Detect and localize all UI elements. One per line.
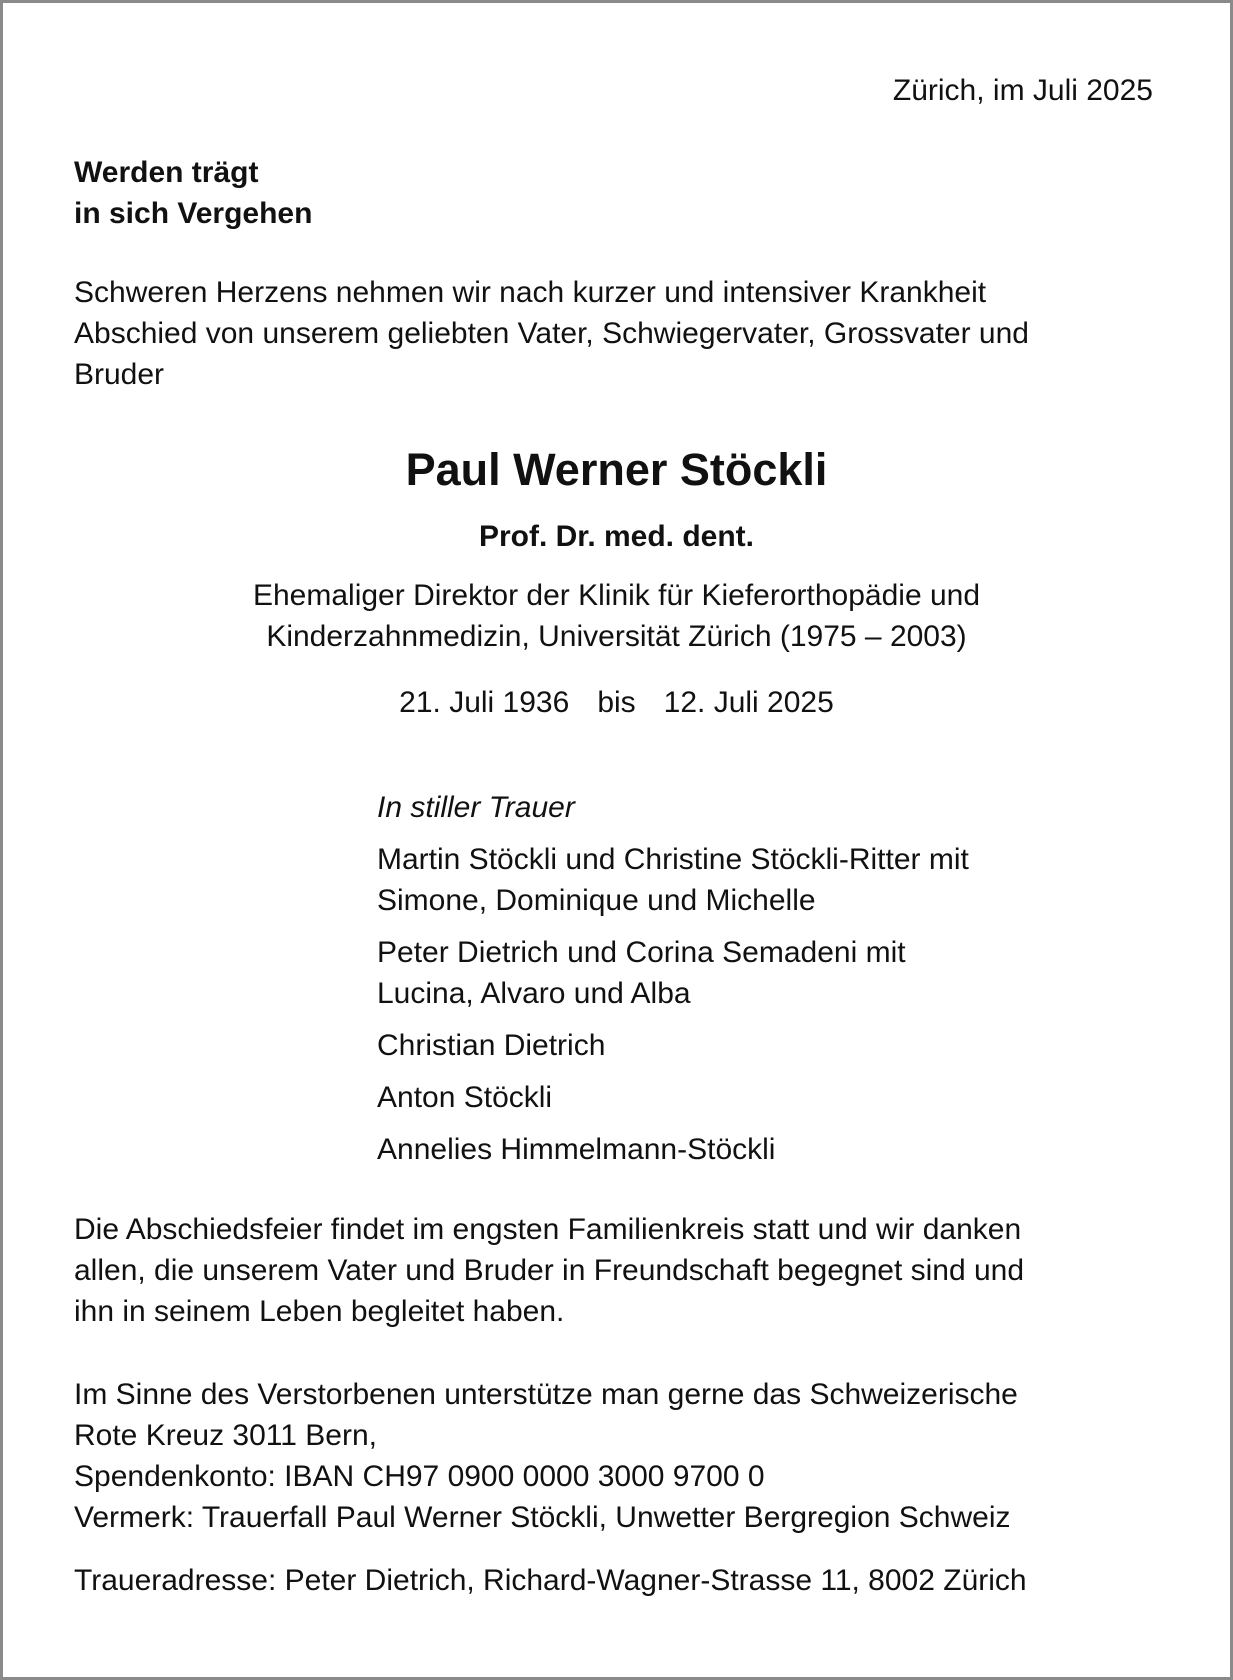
mourner-line: Martin Stöckli und Christine Stöckli-Ritter mit <box>377 843 969 876</box>
donation-line: Spendenkonto: IBAN CH97 0900 0000 3000 9700 0 <box>74 1460 765 1493</box>
dateline: Zürich, im Juli 2025 <box>892 74 1153 107</box>
mourner-line: Christian Dietrich <box>377 1029 606 1062</box>
mourner-line: Lucina, Alvaro und Alba <box>377 977 691 1010</box>
ceremony-line: ihn in seinem Leben begleitet haben. <box>74 1295 565 1328</box>
motto-line: Werden trägt <box>74 156 259 189</box>
mourner-line: Peter Dietrich und Corina Semadeni mit <box>377 936 906 969</box>
ceremony-text <box>74 1209 1024 1332</box>
role-line: Kinderzahnmedizin, Universität Zürich (1975 – 2003) <box>266 620 967 653</box>
donation-text <box>74 1374 1018 1538</box>
date-separator: bis <box>597 686 636 719</box>
ceremony-line: allen, die unserem Vater und Bruder in Freundschaft begegnet sind und <box>74 1254 1025 1287</box>
mourner-entry <box>377 1025 969 1066</box>
donation-line: Vermerk: Trauerfall Paul Werner Stöckli, Unwetter Bergregion Schweiz <box>74 1501 1011 1534</box>
donation-line: Rote Kreuz 3011 Bern, <box>74 1419 377 1452</box>
intro-line: Bruder <box>74 358 165 391</box>
mourning-address: Traueradresse: Peter Dietrich, Richard-Wagner-Strasse 11, 8002 Zürich <box>74 1564 1027 1597</box>
intro-line: Schweren Herzens nehmen wir nach kurzer und intensiver Krankheit <box>74 276 987 309</box>
mourners-list <box>377 787 969 1181</box>
mourner-entry <box>377 1077 969 1118</box>
mourner-entry <box>377 839 969 921</box>
life-dates <box>0 682 1233 723</box>
motto-line: in sich Vergehen <box>74 197 313 230</box>
deceased-name: Paul Werner Stöckli <box>405 444 828 495</box>
deceased-role <box>0 575 1233 657</box>
role-line: Ehemaliger Direktor der Klinik für Kieferorthopädie und <box>252 579 981 612</box>
mourners-label: In stiller Trauer <box>377 791 575 824</box>
mourner-line: Annelies Himmelmann-Stöckli <box>377 1133 776 1166</box>
intro-line: Abschied von unserem geliebten Vater, Schwiegervater, Grossvater und <box>74 317 1029 350</box>
mourner-line: Simone, Dominique und Michelle <box>377 884 816 917</box>
donation-line: Im Sinne des Verstorbenen unterstütze man gerne das Schweizerische <box>74 1378 1018 1411</box>
ceremony-line: Die Abschiedsfeier findet im engsten Familienkreis statt und wir danken <box>74 1213 1022 1246</box>
motto <box>74 152 312 234</box>
mourner-line: Anton Stöckli <box>377 1081 553 1114</box>
deceased-title: Prof. Dr. med. dent. <box>478 520 755 553</box>
mourner-entry <box>377 1129 969 1170</box>
mourner-entry <box>377 932 969 1014</box>
intro-text <box>74 272 1029 395</box>
death-date: 12. Juli 2025 <box>663 686 834 719</box>
birth-date: 21. Juli 1936 <box>399 686 570 719</box>
